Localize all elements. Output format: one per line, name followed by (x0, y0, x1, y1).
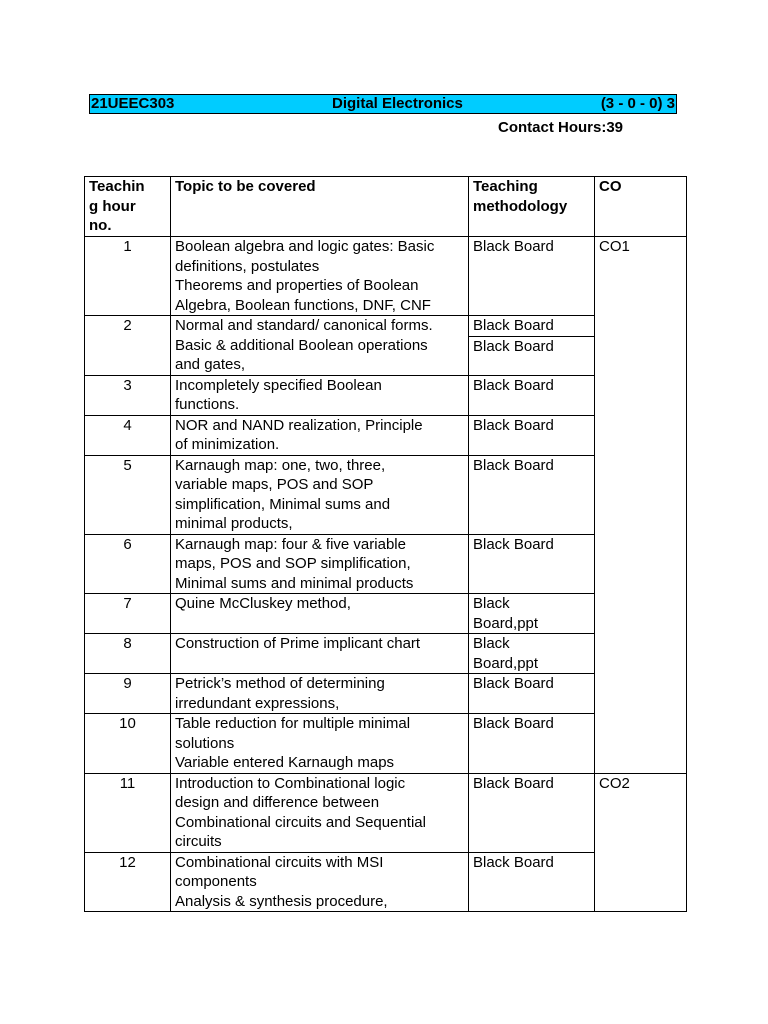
header-hour: Teachin g hour no. (85, 177, 171, 237)
teaching-hour-cell: 12 (85, 852, 171, 912)
course-title: Digital Electronics (332, 95, 463, 112)
topic-cell (171, 316, 469, 376)
teaching-hour-cell: 11 (85, 773, 171, 852)
topic-cell (171, 634, 469, 674)
methodology-cell (469, 634, 595, 674)
topic-cell (171, 455, 469, 534)
course-outcome-cell: CO1 (595, 237, 687, 774)
topic-line: Basic & additional Boolean operations (175, 336, 428, 354)
course-outcome-cell: CO2 (595, 773, 687, 912)
methodology-line: Black Board (473, 376, 554, 394)
teaching-hour-cell: 1 (85, 237, 171, 316)
teaching-hour-cell: 3 (85, 375, 171, 415)
topic-line: Construction of Prime implicant chart (175, 635, 421, 652)
topic-cell (171, 773, 469, 852)
topic-line: Normal and standard/ canonical forms. (175, 317, 433, 334)
topic-line: Combinational circuits and Sequential (175, 813, 426, 831)
topic-line: circuits (175, 833, 222, 850)
topic-line: Karnaugh map: four & five variable (175, 535, 406, 553)
topic-line: Algebra, Boolean functions, DNF, CNF (175, 296, 431, 314)
methodology-cell (469, 455, 595, 534)
topic-line: Quine McCluskey method, (175, 595, 351, 612)
teaching-hour-cell: 10 (85, 714, 171, 774)
topic-line: irredundant expressions, (175, 694, 340, 712)
topic-line: of minimization. (175, 436, 280, 453)
topic-cell (171, 714, 469, 774)
methodology-line: Board,ppt (473, 614, 539, 632)
topic-line: solutions (175, 734, 235, 752)
table-row (85, 773, 687, 852)
methodology-line: Black Board (473, 853, 554, 871)
methodology-line: Black Board (473, 238, 554, 255)
topic-line: design and difference between (175, 794, 380, 811)
course-code: 21UEEC303 (91, 95, 175, 112)
topic-cell (171, 375, 469, 415)
teaching-hour-cell: 5 (85, 455, 171, 534)
topic-line: Combinational circuits with MSI (175, 853, 384, 871)
methodology-cell (469, 316, 595, 376)
topic-line: maps, POS and SOP simplification, (175, 555, 411, 572)
topic-line: Analysis & synthesis procedure, (175, 892, 388, 910)
topic-line: Karnaugh map: one, two, three, (175, 456, 386, 474)
methodology-cell (469, 534, 595, 594)
header-method: Teaching methodology (469, 177, 595, 237)
methodology-line: Black (473, 595, 510, 612)
topic-line: and gates, (175, 356, 246, 373)
teaching-hour-cell: 4 (85, 415, 171, 455)
topic-cell (171, 415, 469, 455)
lesson-plan-table (84, 176, 687, 912)
topic-line: definitions, postulates (175, 257, 320, 275)
methodology-cell (469, 714, 595, 774)
topic-cell (171, 852, 469, 912)
methodology-line: Black Board (473, 416, 554, 434)
contact-hours: Contact Hours:39 (498, 119, 624, 136)
methodology-cell (469, 375, 595, 415)
methodology-line: Black Board (469, 316, 594, 337)
header-topic: Topic to be covered (171, 177, 469, 237)
methodology-cell (469, 237, 595, 316)
topic-line: Table reduction for multiple minimal (175, 715, 411, 732)
methodology-line: Black Board (473, 456, 554, 474)
topic-line: Minimal sums and minimal products (175, 574, 414, 592)
methodology-line: Black (473, 635, 510, 652)
topic-line: NOR and NAND realization, Principle (175, 416, 423, 434)
methodology-line: Black Board (473, 535, 554, 553)
topic-cell (171, 534, 469, 594)
teaching-hour-cell: 7 (85, 594, 171, 634)
topic-line: Boolean algebra and logic gates: Basic (175, 238, 435, 255)
topic-line: Variable entered Karnaugh maps (175, 754, 395, 771)
teaching-hour-cell: 8 (85, 634, 171, 674)
topic-line: simplification, Minimal sums and (175, 495, 391, 513)
methodology-line: Board,ppt (473, 654, 539, 672)
topic-line: Incompletely specified Boolean (175, 376, 382, 394)
methodology-line: Black Board (473, 774, 554, 792)
table-header-row (85, 177, 687, 237)
topic-line: Petrick’s method of determining (175, 675, 385, 692)
topic-cell (171, 674, 469, 714)
methodology-line: Black Board (473, 675, 554, 692)
topic-line: Theorems and properties of Boolean (175, 277, 419, 294)
methodology-cell (469, 852, 595, 912)
methodology-cell (469, 415, 595, 455)
topic-line: Introduction to Combinational logic (175, 774, 406, 792)
methodology-cell (469, 674, 595, 714)
header-co: CO (595, 177, 687, 237)
methodology-line: Black Board (473, 338, 554, 355)
teaching-hour-cell: 9 (85, 674, 171, 714)
topic-cell (171, 594, 469, 634)
course-credits: (3 - 0 - 0) 3 (600, 95, 675, 112)
topic-line: variable maps, POS and SOP (175, 476, 374, 493)
methodology-cell (469, 773, 595, 852)
topic-cell (171, 237, 469, 316)
topic-line: functions. (175, 396, 240, 413)
table-row (85, 237, 687, 316)
teaching-hour-cell: 2 (85, 316, 171, 376)
methodology-line: Black Board (473, 715, 554, 732)
methodology-cell (469, 594, 595, 634)
teaching-hour-cell: 6 (85, 534, 171, 594)
topic-line: components (175, 873, 257, 890)
course-header-bar (89, 94, 677, 114)
topic-line: minimal products, (175, 515, 293, 532)
